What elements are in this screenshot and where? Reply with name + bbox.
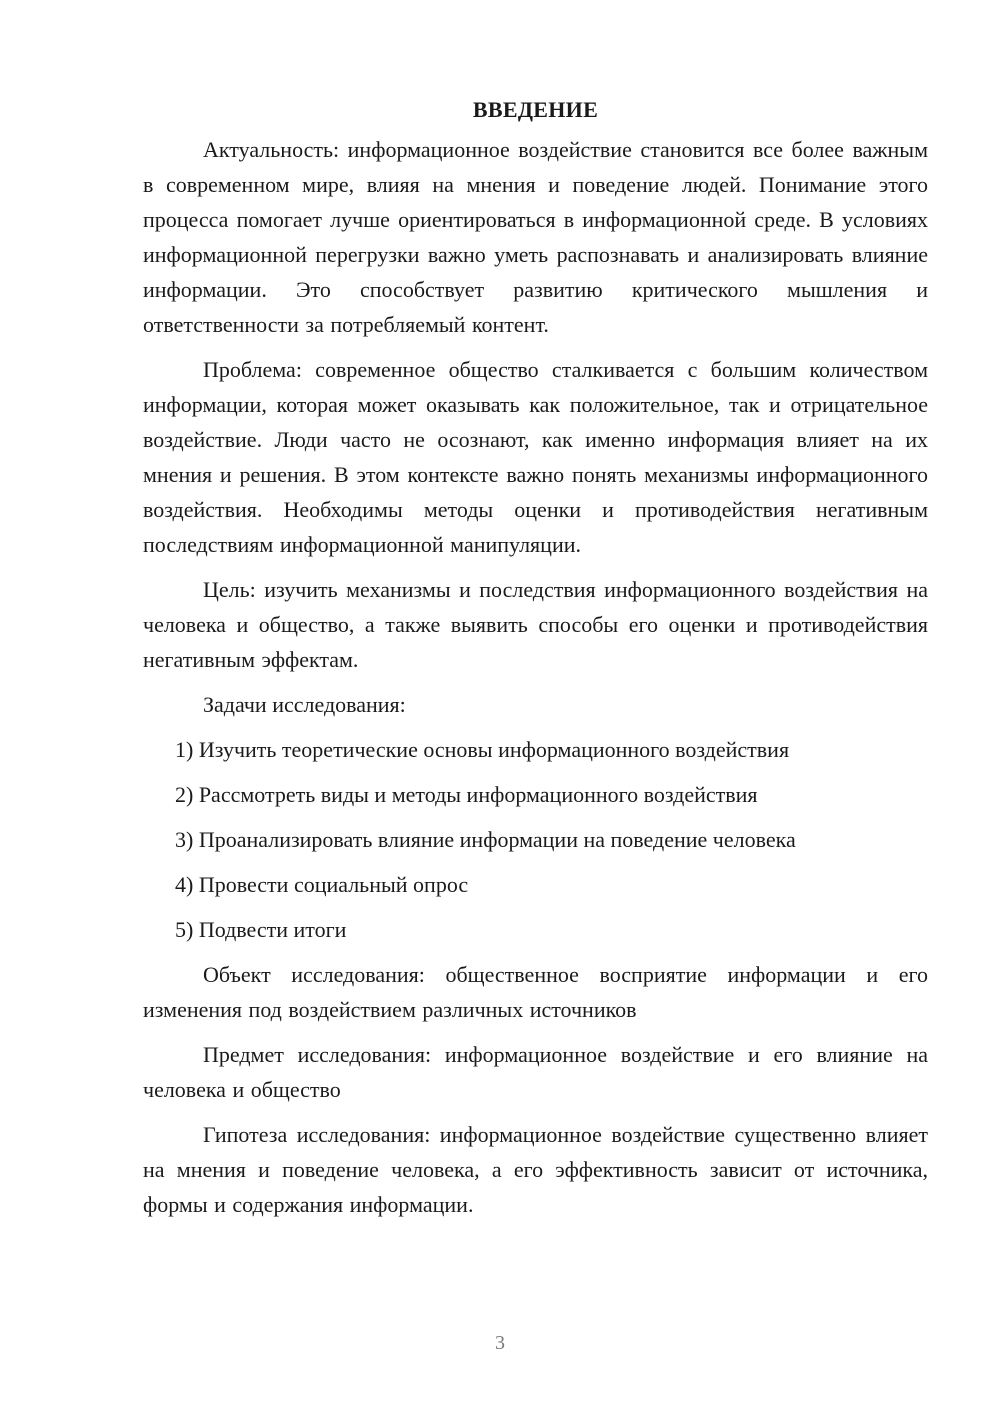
task-list (143, 732, 928, 947)
list-item: 4) Провести социальный опрос (175, 872, 469, 897)
problem-paragraph: Проблема: современное общество сталкивается с большим количеством информации, которая может оказывать как положительное, так и отрицательное воздействие. Люди часто не осознают, как именно информация влияет на их мнения и решения. В этом контексте важно понять механизмы информационного воздействия. Необходимы методы оценки и противодействия негативным последствиям информационной манипуляции. (143, 357, 928, 557)
relevance-paragraph: Актуальность: информационное воздействие становится все более важным в современном мире, влияя на мнения и поведение людей. Понимание этого процесса помогает лучше ориентироваться в информационной среде. В условиях информационной перегрузки важно уметь распознавать и анализировать влияние информации. Это способствует развитию критического мышления и ответственности за потребляемый контент. (143, 137, 928, 337)
list-item: 5) Подвести итоги (175, 917, 347, 942)
page-number: 3 (495, 1332, 505, 1354)
page-title: ВВЕДЕНИЕ (472, 97, 599, 122)
document-page (143, 92, 928, 1222)
list-item: 1) Изучить теоретические основы информационного воздействия (175, 737, 790, 762)
subject-paragraph: Предмет исследования: информационное воздействие и его влияние на человека и общество (143, 1042, 928, 1102)
object-paragraph: Объект исследования: общественное восприятие информации и его изменения под воздействием различных источников (143, 962, 928, 1022)
goal-paragraph: Цель: изучить механизмы и последствия информационного воздействия на человека и общество, а также выявить способы его оценки и противодействия негативным эффектам. (143, 577, 928, 672)
tasks-heading: Задачи исследования: (203, 692, 406, 717)
hypothesis-paragraph: Гипотеза исследования: информационное воздействие существенно влияет на мнения и поведение человека, а его эффективность зависит от источника, формы и содержания информации. (143, 1122, 928, 1217)
list-item: 2) Рассмотреть виды и методы информационного воздействия (175, 782, 758, 807)
list-item: 3) Проанализировать влияние информации на поведение человека (175, 827, 796, 852)
